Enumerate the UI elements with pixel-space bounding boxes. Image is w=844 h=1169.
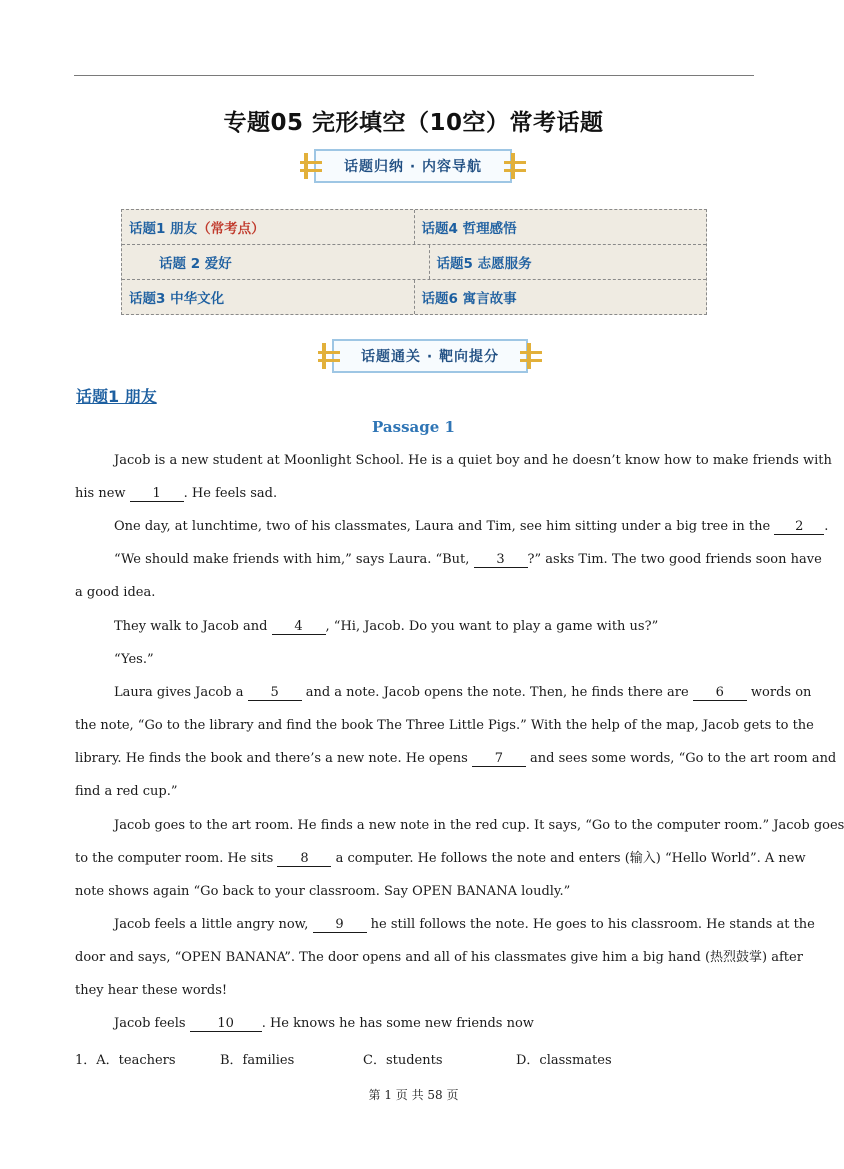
topic-cell: 话题3 中华文化 bbox=[129, 291, 225, 307]
passage-title: Passage 1 bbox=[372, 418, 455, 436]
topic-cell: 话题6 寓言故事 bbox=[414, 280, 707, 314]
topic-cell: 话题5 志愿服务 bbox=[429, 245, 707, 279]
banner-ornament bbox=[511, 153, 515, 179]
topic-row bbox=[122, 210, 706, 245]
hot-tag: （常考点） bbox=[197, 221, 265, 237]
topic-cell: 话题 2 爱好 bbox=[159, 256, 232, 272]
page-footer: 第 1 页 共 58 页 bbox=[368, 1088, 459, 1102]
blank-7: 7 bbox=[472, 752, 526, 767]
header-rule bbox=[74, 75, 754, 76]
blank-8: 8 bbox=[277, 852, 331, 867]
option-b: B．families bbox=[220, 1053, 295, 1068]
banner-ornament bbox=[520, 351, 542, 354]
passage-line: Laura gives Jacob a 5 and a note. Jacob opens the note. Then, he finds there are 6 words on bbox=[114, 685, 812, 700]
topic-row bbox=[122, 280, 706, 314]
passage-line: they hear these words! bbox=[75, 983, 228, 998]
blank-1: 1 bbox=[130, 487, 184, 502]
page-title: 专题05 完形填空（10空）常考话题 bbox=[223, 110, 604, 136]
passage-line: “Yes.” bbox=[114, 652, 154, 667]
blank-10: 10 bbox=[190, 1017, 262, 1032]
blank-9: 9 bbox=[313, 918, 367, 933]
passage-line: “We should make friends with him,” says Laura. “But, 3 ?” asks Tim. The two good friends soon have bbox=[114, 552, 822, 567]
blank-3: 3 bbox=[474, 553, 528, 568]
topic-cell: 话题1 朋友 （常考点） bbox=[122, 210, 414, 244]
topic-row bbox=[122, 245, 706, 280]
passage-line: the note, “Go to the library and find the book The Three Little Pigs.” With the help of the map, Jacob gets to the bbox=[75, 718, 814, 733]
passage-line: to the computer room. He sits 8 a computer. He follows the note and enters (输入) “Hello World”. A new bbox=[75, 851, 806, 866]
passage-line: find a red cup.” bbox=[75, 784, 178, 799]
banner-ornament bbox=[520, 359, 542, 362]
section-heading: 话题1 朋友 bbox=[76, 387, 157, 406]
passage-line: Jacob feels a little angry now, 9 he still follows the note. He goes to his classroom. He stands at the bbox=[114, 917, 815, 932]
banner-ornament bbox=[527, 343, 531, 369]
banner-toc bbox=[314, 149, 512, 183]
blank-2: 2 bbox=[774, 520, 824, 535]
passage-line: door and says, “OPEN BANANA”. The door opens and all of his classmates give him a big hand (热烈鼓掌) after bbox=[75, 950, 803, 965]
topic-cell: 话题4 哲理感悟 bbox=[414, 210, 707, 244]
option-d: D．classmates bbox=[516, 1053, 612, 1068]
passage-line: his new 1 . He feels sad. bbox=[75, 486, 278, 501]
banner-label: 话题通关 · 靶向提分 bbox=[360, 349, 500, 365]
banner-label: 话题归纳 · 内容导航 bbox=[343, 159, 483, 175]
topic-table bbox=[121, 209, 707, 315]
blank-4: 4 bbox=[272, 620, 326, 635]
passage-line: They walk to Jacob and 4 , “Hi, Jacob. Do you want to play a game with us?” bbox=[114, 619, 659, 634]
passage-line: library. He finds the book and there’s a new note. He opens 7 and sees some words, “Go to the art room and bbox=[75, 751, 837, 766]
option-a: 1．A．teachers bbox=[75, 1053, 176, 1068]
banner-ornament bbox=[504, 161, 526, 164]
passage-line: a good idea. bbox=[75, 585, 156, 600]
passage-line: Jacob is a new student at Moonlight School. He is a quiet boy and he doesn’t know how to make friends with bbox=[114, 453, 832, 468]
banner-ornament bbox=[322, 343, 326, 369]
blank-6: 6 bbox=[693, 686, 747, 701]
passage-line: note shows again “Go back to your classroom. Say OPEN BANANA loudly.” bbox=[75, 884, 571, 899]
option-c: C．students bbox=[363, 1053, 443, 1068]
banner-ornament bbox=[304, 153, 308, 179]
blank-5: 5 bbox=[248, 686, 302, 701]
passage-line: One day, at lunchtime, two of his classmates, Laura and Tim, see him sitting under a big tree in the 2 . bbox=[114, 519, 829, 534]
banner-practice bbox=[332, 339, 528, 373]
passage-line: Jacob goes to the art room. He finds a new note in the red cup. It says, “Go to the computer room.” Jacob goes bbox=[114, 818, 844, 833]
passage-line: Jacob feels 10 . He knows he has some new friends now bbox=[114, 1016, 534, 1031]
banner-ornament bbox=[504, 169, 526, 172]
